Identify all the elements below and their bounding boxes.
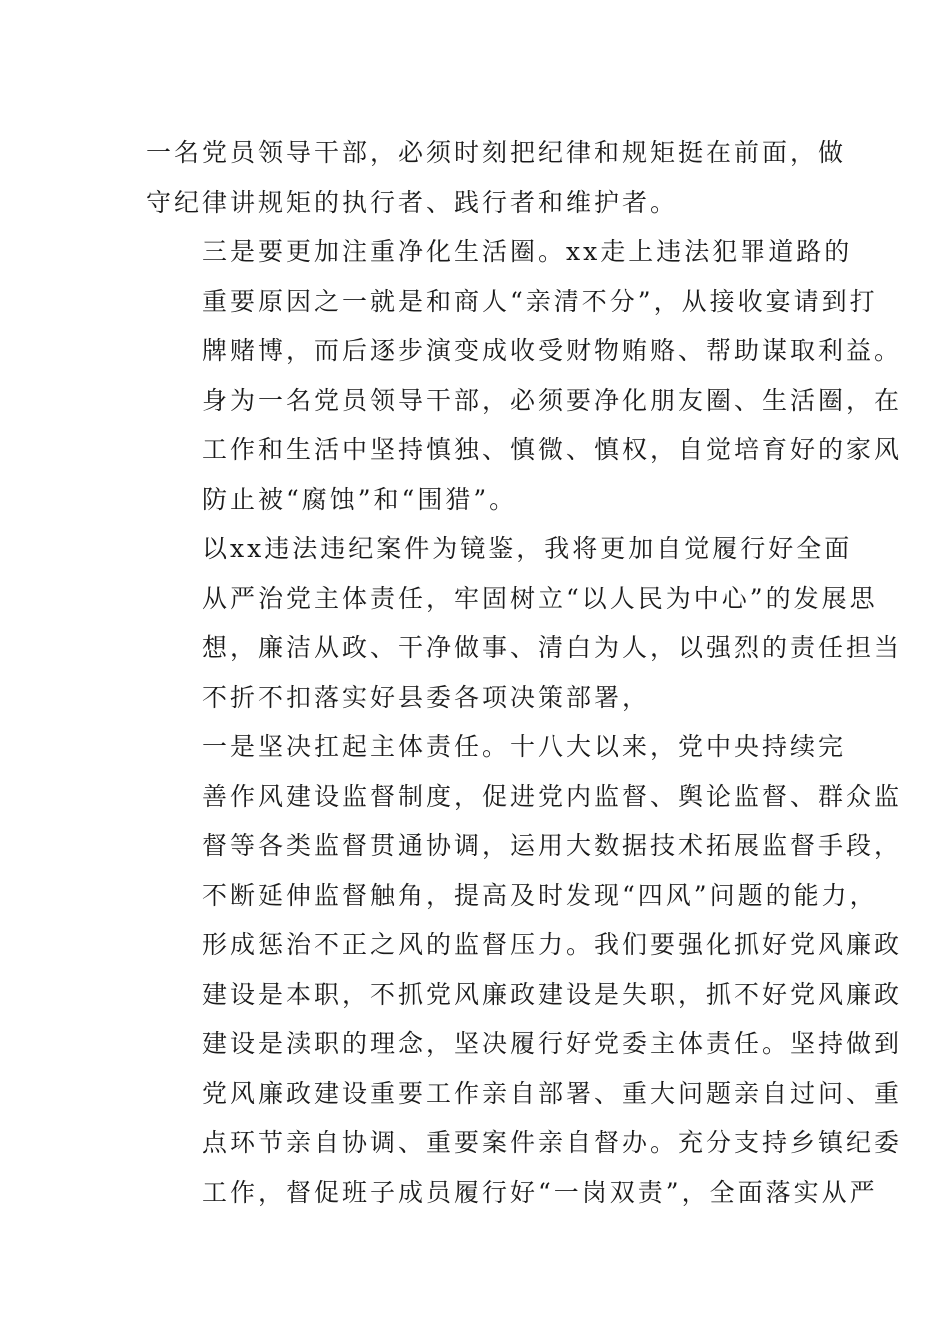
text-line: 形成惩治不正之风的监督压力。我们要强化抓好党风廉政 (202, 930, 903, 959)
text-line: 不断延伸监督触角，提高及时发现“四风”问题的能力， (202, 880, 878, 910)
text-line: 身为一名党员领导干部，必须要净化朋友圈、生活圈，在 (202, 385, 903, 415)
paragraph (146, 524, 903, 722)
text-line: 建设是渎职的理念，坚决履行好党委主体责任。坚持做到 (202, 1029, 903, 1058)
text-line: 工作，督促班子成员履行好“一岗双责”，全面落实从严 (202, 1177, 878, 1207)
text-line: 善作风建设监督制度，促进党内监督、舆论监督、群众监 (202, 781, 903, 811)
text-line: 点环节亲自协调、重要案件亲自督办。充分支持乡镇纪委 (202, 1128, 903, 1157)
text-line: 督等各类监督贯通协调，运用大数据技术拓展监督手段， (202, 831, 903, 860)
paragraph (146, 128, 847, 227)
text-line: 以xx违法违纪案件为镜鉴，我将更加自觉履行好全面 (202, 534, 853, 563)
text-line: 守纪律讲规矩的执行者、践行者和维护者。 (146, 187, 679, 217)
text-line: 重要原因之一就是和商人“亲清不分”，从接收宴请到打 (202, 286, 878, 316)
text-line: 牌赌博，而后逐步演变成收受财物贿赂、帮助谋取利益。 (202, 336, 903, 365)
text-line: 工作和生活中坚持慎独、慎微、慎权，自觉培育好的家风 (202, 435, 903, 464)
text-line: 一是坚决扛起主体责任。十八大以来，党中央持续完 (202, 732, 847, 761)
text-line: 一名党员领导干部，必须时刻把纪律和规矩挺在前面，做 (146, 138, 847, 167)
text-line: 防止被“腐蚀”和“围猎”。 (202, 484, 518, 514)
text-line: 三是要更加注重净化生活圈。xx走上违法犯罪道路的 (202, 237, 853, 266)
paragraph (146, 722, 903, 1217)
document-body (146, 128, 903, 1217)
paragraph (146, 227, 903, 524)
text-line: 党风廉政建设重要工作亲自部署、重大问题亲自过问、重 (202, 1078, 903, 1108)
text-line: 从严治党主体责任，牢固树立“以人民为中心”的发展思 (202, 583, 878, 613)
text-line: 想，廉洁从政、干净做事、清白为人，以强烈的责任担当 (202, 633, 903, 662)
text-line: 建设是本职，不抓党风廉政建设是失职，抓不好党风廉政 (202, 979, 903, 1009)
text-line: 不折不扣落实好县委各项决策部署， (202, 682, 651, 712)
